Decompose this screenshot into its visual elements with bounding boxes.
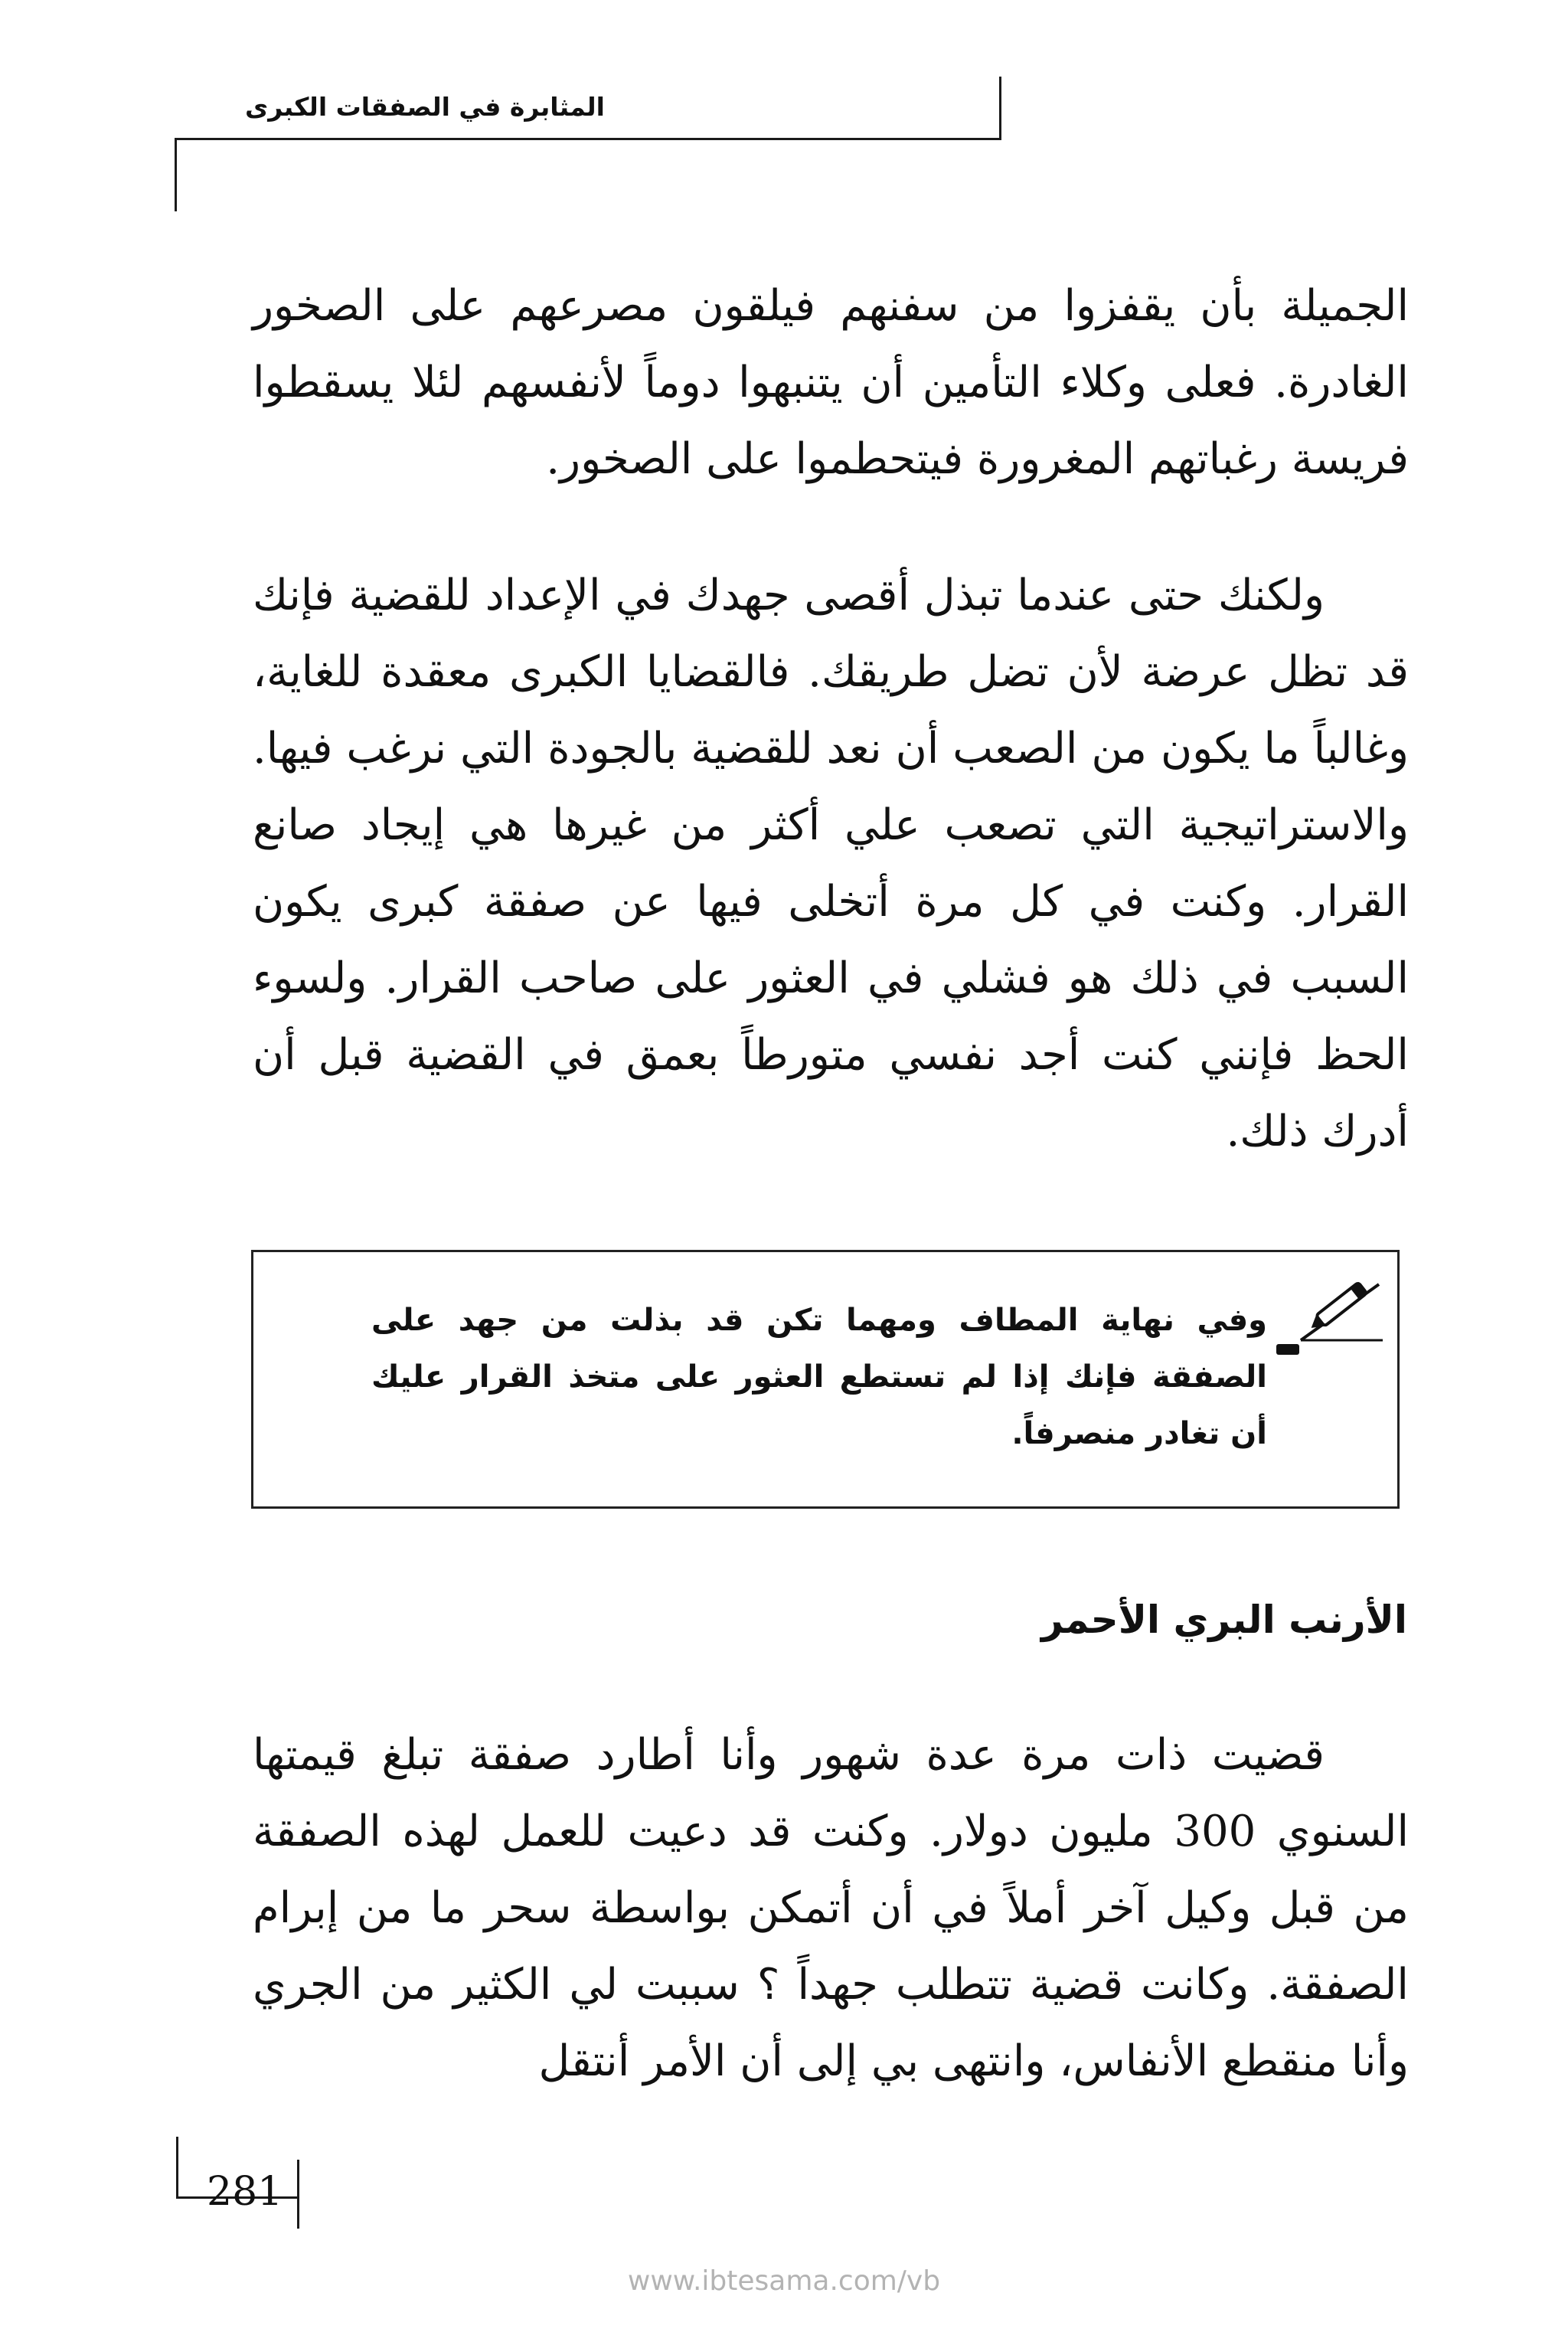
- header-rule-horizontal: [175, 138, 1001, 140]
- paragraph-text: ولكنك حتى عندما تبذل أقصى جهدك في الإعداد للقضية فإنك قد تظل عرضة لأن تضل طريقك. فالقضايا الكبرى معقدة للغاية، وغالباً ما يكون من الصعب أن نعد للقضية بالجودة التي نرغب فيها. والاستراتيجية التي تصعب علي أكثر من غيرها هي إيجاد صانع القرار. وكنت في كل مرة أتخلى فيها عن صفقة كبرى يكون السبب في ذلك هو فشلي في العثور على صاحب القرار. ولسوء الحظ فإنني كنت أجد نفسي متورطاً بعمق في القضية قبل أن أدرك ذلك.: [253, 571, 1409, 1156]
- header-rule-vertical-right: [999, 77, 1001, 139]
- page-number: 281: [207, 2169, 283, 2215]
- paragraph-text: قضيت ذات مرة عدة شهور وأنا أطارد صفقة تبلغ قيمتها السنوي 300 مليون دولار. وكنت قد دعيت للعمل لهذه الصفقة من قبل وكيل آخر أملاً في أن أتمكن بواسطة سحر ما من إبرام الصفقة. وكانت قضية تتطلب جهداً ؟ سببت لي الكثير من الجري وأنا منقطع الأنفاس، وانتهى بي إلى أن الأمر أنتقل: [253, 1730, 1409, 2086]
- running-title: المثابرة في الصفقات الكبرى: [245, 92, 605, 122]
- section-paragraph: [253, 1717, 1409, 2100]
- pen-icon: [1272, 1267, 1387, 1367]
- footer-rule-vertical-left: [176, 2137, 178, 2198]
- body-paragraph-continued: [253, 268, 1409, 498]
- tip-text: وفي نهاية المطاف ومهما تكن قد بذلت من جهد على الصفقة فإنك إذا لم تستطع العثور على متخذ القرار عليك أن تغادر منصرفاً.: [371, 1303, 1267, 1451]
- tip-callout-box: [251, 1250, 1400, 1509]
- body-paragraph: [253, 558, 1409, 1170]
- header-rule-vertical-left: [175, 138, 177, 211]
- watermark: www.ibtesama.com/vb: [627, 2265, 941, 2297]
- section-heading: الأرنب البري الأحمر: [1041, 1598, 1407, 1642]
- paragraph-text: الجميلة بأن يقفزوا من سفنهم فيلقون مصرعهم على الصخور الغادرة. فعلى وكلاء التأمين أن يتنبهوا دوماً لأنفسهم لئلا يسقطوا فريسة رغباتهم المغرورة فيتحطموا على الصخور.: [253, 281, 1409, 484]
- footer-rule-vertical-right: [297, 2160, 299, 2229]
